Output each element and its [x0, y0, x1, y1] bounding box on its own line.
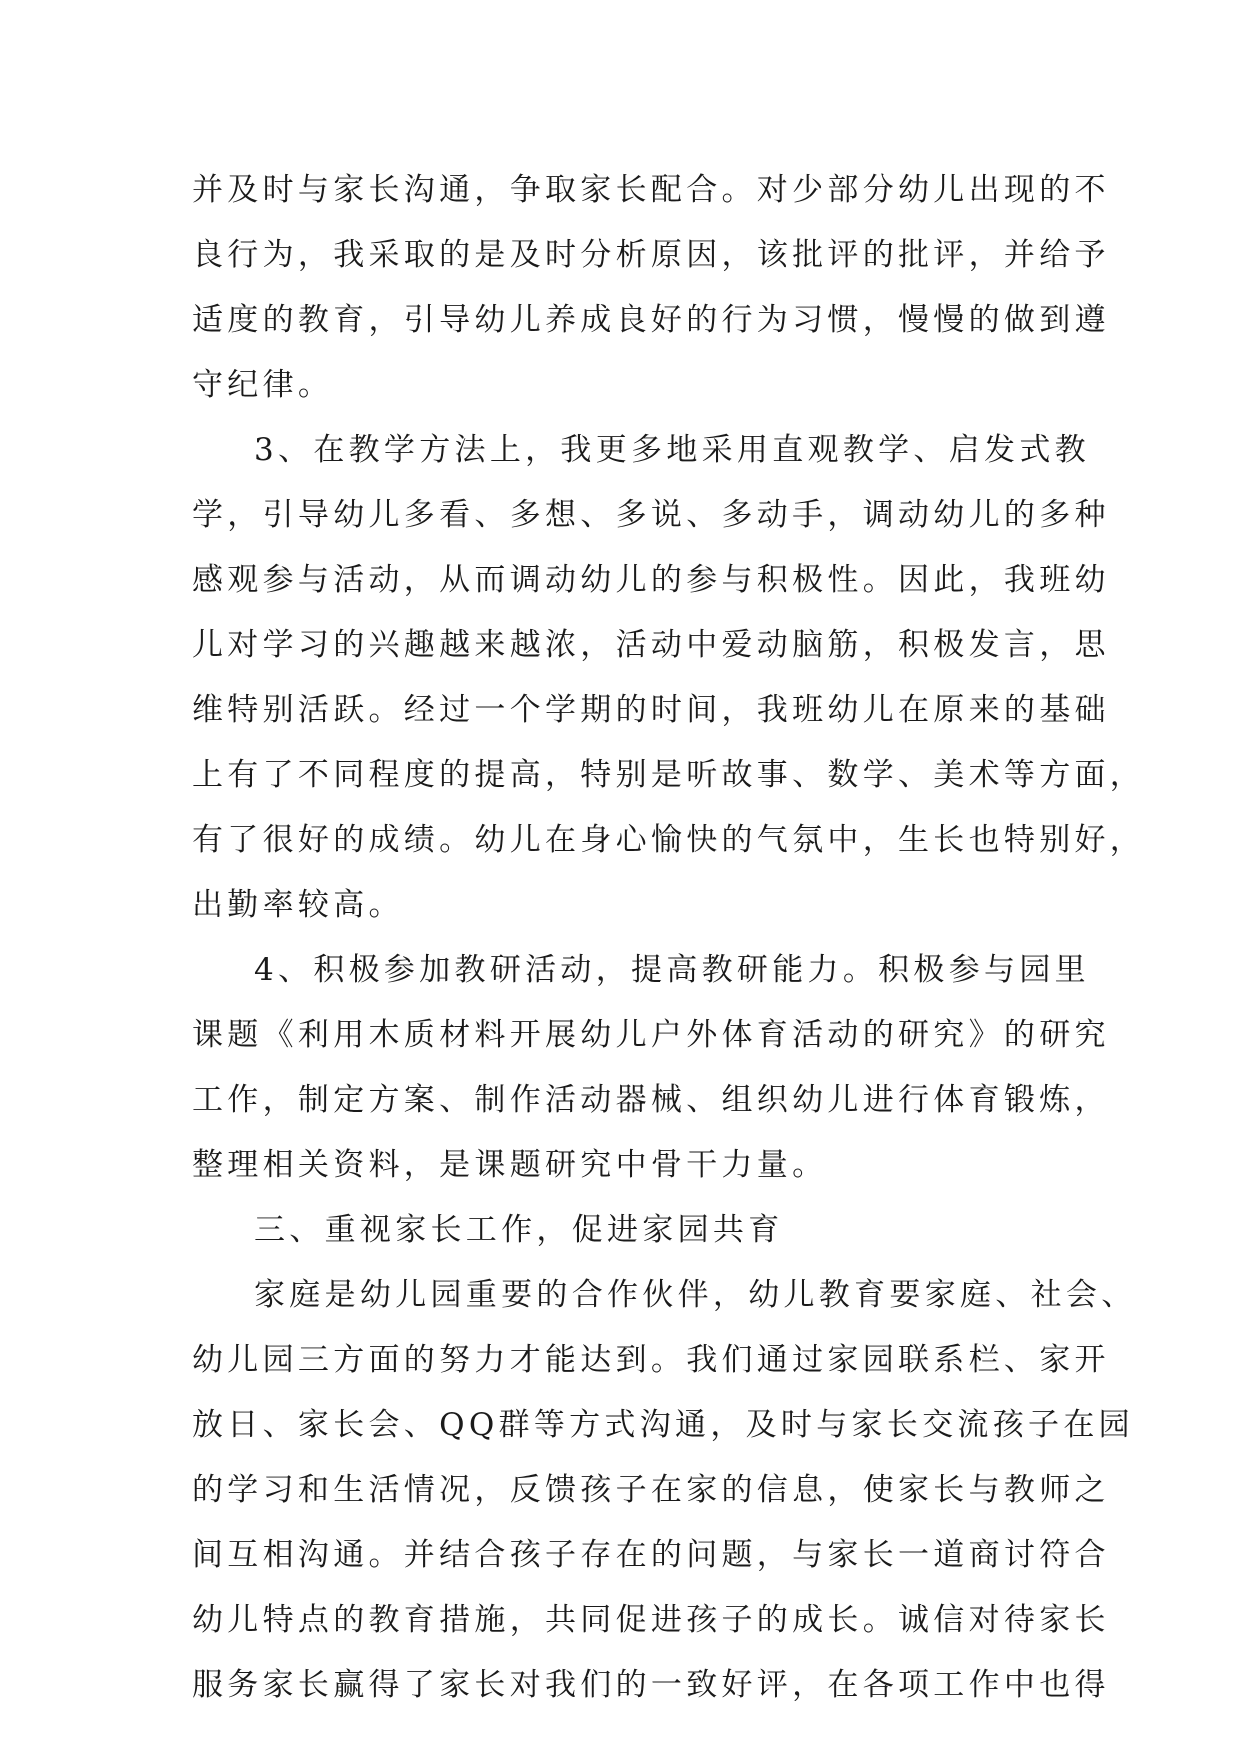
document-body	[192, 158, 1146, 1718]
text-line: 4、积极参加教研活动，提高教研能力。积极参与园里	[254, 952, 1090, 988]
text-line: 整理相关资料，是课题研究中骨干力量。	[192, 1147, 828, 1183]
text-line: 儿对学习的兴趣越来越浓，活动中爱动脑筋，积极发言，思	[192, 627, 1110, 663]
text-line: 感观参与活动，从而调动幼儿的参与积极性。因此，我班幼	[192, 562, 1110, 598]
text-line: 良行为，我采取的是及时分析原因，该批评的批评，并给予	[192, 237, 1110, 273]
text-line: 服务家长赢得了家长对我们的一致好评，在各项工作中也得	[192, 1667, 1110, 1703]
text-line: 课题《利用木质材料开展幼儿户外体育活动的研究》的研究	[192, 1017, 1110, 1053]
text-line: 幼儿特点的教育措施，共同促进孩子的成长。诚信对待家长	[192, 1602, 1110, 1638]
text-line: 家庭是幼儿园重要的合作伙伴，幼儿教育要家庭、社会、	[254, 1277, 1137, 1313]
text-line: 工作，制定方案、制作活动器械、组织幼儿进行体育锻炼，	[192, 1082, 1110, 1118]
text-line: 有了很好的成绩。幼儿在身心愉快的气氛中，生长也特别好，	[192, 822, 1146, 858]
text-line: 出勤率较高。	[192, 887, 404, 923]
text-line: 适度的教育，引导幼儿养成良好的行为习惯，慢慢的做到遵	[192, 302, 1110, 338]
text-line: 守纪律。	[192, 367, 334, 403]
text-line: 三、重视家长工作，促进家园共育	[254, 1212, 784, 1248]
text-line: 学，引导幼儿多看、多想、多说、多动手，调动幼儿的多种	[192, 497, 1110, 533]
text-line: 间互相沟通。并结合孩子存在的问题，与家长一道商讨符合	[192, 1537, 1110, 1573]
text-line: 幼儿园三方面的努力才能达到。我们通过家园联系栏、家开	[192, 1342, 1110, 1378]
text-line: 3、在教学方法上，我更多地采用直观教学、启发式教	[254, 432, 1090, 468]
text-line: 并及时与家长沟通，争取家长配合。对少部分幼儿出现的不	[192, 172, 1110, 208]
text-line: 的学习和生活情况，反馈孩子在家的信息，使家长与教师之	[192, 1472, 1110, 1508]
text-line: 维特别活跃。经过一个学期的时间，我班幼儿在原来的基础	[192, 692, 1110, 728]
text-line: 上有了不同程度的提高，特别是听故事、数学、美术等方面，	[192, 757, 1146, 793]
text-line: 放日、家长会、QQ群等方式沟通，及时与家长交流孩子在园	[192, 1407, 1134, 1443]
